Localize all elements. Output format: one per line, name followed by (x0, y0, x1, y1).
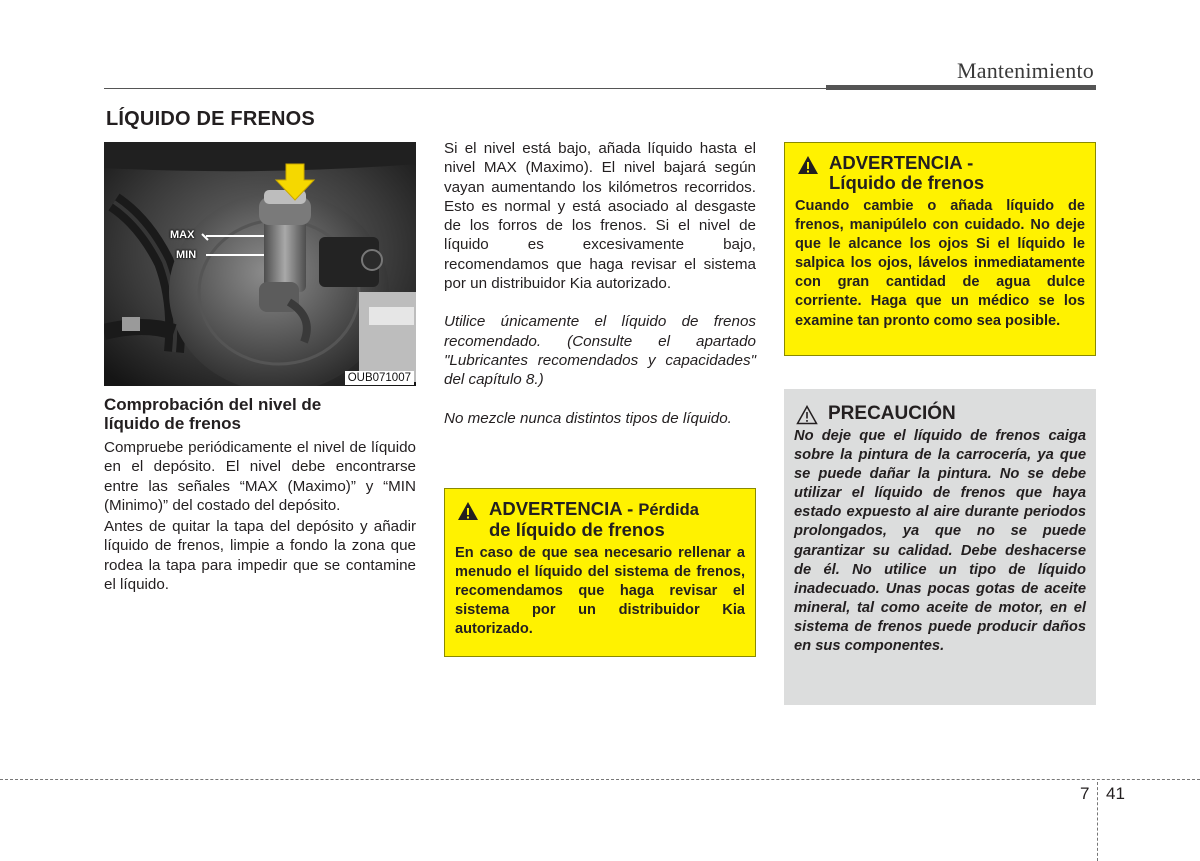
footer-rule (0, 779, 1200, 780)
warning-title: ADVERTENCIA - (829, 152, 974, 173)
paragraph: Si el nivel está bajo, añada líquido hasta el nivel MAX (Maximo). El nivel bajará según vayan aumentando los kilómetros recorridos. Esto es normal y está asociado al desgaste de los forros de los frenos. Si el nivel de líquido es excesivamente bajo, recomendamos que haga revisar el sistema por un distribuidor Kia autorizado. (444, 140, 756, 293)
warning-body: En caso de que sea necesario rellenar a menudo el líquido del sistema de frenos, recomendamos que haga revisar el sistema por un distribuidor Kia autorizado. (455, 545, 745, 638)
warning-title: ADVERTENCIA - (489, 498, 639, 519)
photo-code: OUB071007 (345, 371, 414, 385)
min-label: MIN (176, 249, 197, 261)
warning-triangle-icon (797, 155, 819, 175)
header-rule (104, 88, 826, 89)
header-rule-accent (826, 85, 1096, 90)
warning-subtitle: Líquido de frenos (829, 172, 985, 193)
chapter-number: 7 (1080, 784, 1090, 803)
paragraph: Compruebe periódicamente el nivel de líquido en el depósito. El nivel debe encontrarse entre las señales “MAX (Maximo)” y “MIN (Minimo)” del costado del depósito. (104, 439, 416, 514)
caution-title: PRECAUCIÓN (828, 403, 956, 424)
brake-reservoir-photo (104, 142, 416, 386)
caution-body: No deje que el líquido de frenos caiga sobre la pintura de la carrocería, ya que se puede dañar la pintura. No se debe utilizar el líquido de frenos que haya estado expuesto al aire durante periodos prolongados, ya que no se puede garantizar su calidad. Debe deshacerse de él. No utilice un tipo de líquido inadecuado. Unas pocas gotas de aceite mineral, tal como aceite de motor, en el sistema de frenos puede producir daños en sus componentes. (794, 428, 1086, 655)
warning-subtitle: de líquido de frenos (489, 519, 665, 540)
max-label: MAX (170, 229, 195, 241)
subheading (104, 395, 416, 433)
warning-box-fluid-loss (444, 488, 756, 657)
footer-divider (1097, 782, 1098, 861)
page-number: 41 (1106, 784, 1125, 803)
paragraph-italic: Utilice únicamente el líquido de frenos recomendado. (Consulte el apartado "Lubricantes recomendados y capacidades" del capítulo 8.) (444, 313, 756, 389)
warning-triangle-icon (457, 501, 479, 521)
subheading-line-1: Comprobación del nivel de (104, 395, 322, 414)
caution-triangle-icon (796, 405, 818, 425)
paragraph: Antes de quitar la tapa del depósito y añadir líquido de frenos, limpie a fondo la zona que rodea la tapa para impedir que se contamine el líquido. (104, 518, 416, 594)
caution-box (784, 389, 1096, 705)
column-middle (444, 139, 756, 447)
paragraph-italic: No mezcle nunca distintos tipos de líquido. (444, 409, 732, 427)
warning-box-brake-fluid (784, 142, 1096, 356)
column-left (104, 395, 416, 596)
warning-body: Cuando cambie o añada líquido de frenos, manipúlelo con cuidado. No deje que le alcance los ojos Si el líquido le salpica los ojos, lávelos inmediatamente con gran cantidad de agua dulce corriente. Haga que un médico se los examine tan pronto como sea posible. (795, 198, 1085, 329)
subheading-line-2: líquido de frenos (104, 414, 241, 433)
section-title: LÍQUIDO DE FRENOS (106, 108, 315, 130)
warning-title-rest: Pérdida (638, 501, 699, 519)
page-header-title: Mantenimiento (956, 58, 1094, 83)
